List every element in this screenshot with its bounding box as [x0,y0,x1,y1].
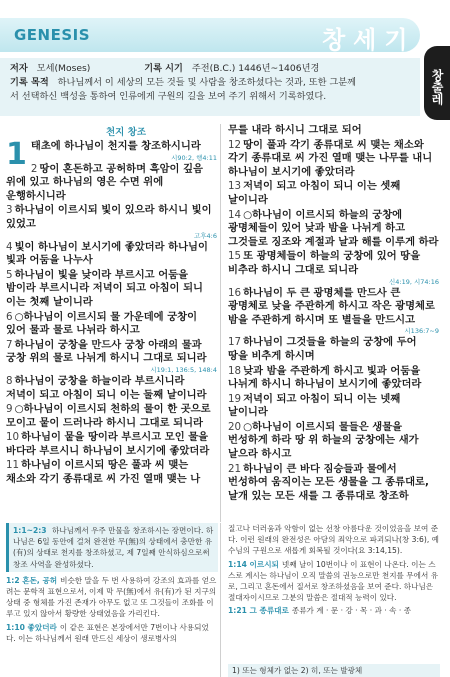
verse-number: 4 [6,240,13,253]
verse [6,269,217,310]
notes-divider [220,523,221,677]
verse-text: 땅이 풀과 각기 종류대로 씨 맺는 채소와 각기 종류대로 씨 가진 열매 맺는 나무를 내니 하나님이 보시기에 좋았더라 [228,138,433,178]
verse-number: 9 [6,403,13,416]
commentary-left [6,523,218,677]
commentary-note [6,575,218,620]
verse-number: 5 [6,268,13,281]
book-title-korean: 창세기 [322,26,416,54]
verse-text: 하나님이 두 큰 광명체를 만드사 큰 광명체로 낮을 주관하게 하시고 작은 광명체로 밤을 주관하게 하시며 또 별들을 만드시고 [228,286,435,326]
verse-text: ○하나님이 이르시되 천하의 물이 한 곳으로 모이고 뭍이 드러나라 하시니 그대로 되니라 [6,403,211,429]
verse-number: 18 [228,364,242,377]
verse-number: 20 [228,420,242,433]
note-text: 비슷한 말을 두 번 사용하여 강조의 효과를 얻으려는 문학적 표현으로서, 이제 막 무(無)에서 유(有)가 된 지구의 상태 중 형체를 가진 존재가 아무도 없고 또 그것들이 조화를 이루고 있지 않아서 황량한 상태였음을 가리킨다. [6,575,217,619]
note-text: 하나님께서 우주 만물을 창조하시는 장면이다. 하나님은 6일 동안에 걸쳐 완전한 무(無)의 상태에서 충만한 유(有)의 상태로 천지를 창조하셨고, 제 7일째 안식하심으로써 창조 사역을 완성하셨다. [13,526,214,569]
verse [6,339,217,374]
note-reference: 1:2 혼돈, 공허 [6,575,58,585]
verse [6,375,217,402]
book-index-tab[interactable]: 창출레 [424,46,450,120]
verse-text: 땅이 혼돈하고 공허하며 흑암이 깊음 위에 있고 하나님의 영은 수면 위에 운행하시니라 [6,162,203,202]
commentary-highlight-box [6,523,218,572]
verse-number: 13 [228,180,242,193]
verse [6,431,217,458]
verse-text: 낮과 밤을 주관하게 하시고 빛과 어둠을 나뉘게 하시니 하나님이 보시기에 좋았더라 [228,364,422,391]
cross-reference[interactable]: 시136:7~9 [404,327,439,336]
book-title-english: GENESIS [14,26,91,44]
purpose-line-2: 서 선택하신 백성을 통하여 인류에게 구원의 길을 보여 주기 위해서 기록하였다. [10,91,327,102]
verse [228,250,439,285]
note-reference: 1:21 그 종류대로 [228,606,289,616]
verse-number: 2 [30,162,38,175]
commentary-note [228,605,440,616]
verse [6,403,217,430]
date-value: 주전(B.C.) 1446년~1406년경 [191,63,320,74]
verse-number: 12 [228,138,242,151]
date-label: 기록 시기 [144,63,183,74]
verse [228,180,439,207]
verse-number: 10 [6,431,20,444]
verse [6,163,217,204]
verse-text: 저녁이 되고 아침이 되니 이는 셋째 날이니라 [228,180,401,206]
verse-list-right [228,124,439,503]
verse-number: 16 [228,286,242,299]
verse [228,365,439,392]
book-intro [0,58,420,116]
cross-reference[interactable]: 시90:2, 행4:11 [171,153,217,162]
verse-number: 15 [228,250,242,263]
verse [228,393,439,420]
note-text: 넷째 날이 10번이나 이 표현이 나온다. 이는 스스로 계시는 하나님이 오직 말씀의 권능으로만 천지를 무에서 유로, 그리고 혼돈에서 질서로 창조하셨음을 보여 준다. 하나님은 절대자이시므로 그분의 말씀은 절대적 능력이 있다. [228,559,439,603]
note-text: 이 같은 표현은 본장에서만 7번이나 사용되었다. 이는 하나님께서 원래 만드신 세상이 생로병사의 [6,622,209,643]
verse-text: 하나님이 이르시되 땅은 풀과 씨 맺는 채소와 각기 종류대로 씨 가진 열매 맺는 나 [6,459,201,486]
verse-text: 저녁이 되고 아침이 되니 이는 넷째 날이니라 [228,392,401,419]
verse-text: 또 광명체들이 하늘의 궁창에 있어 땅을 비추라 하시니 그대로 되니라 [228,250,421,276]
purpose-line-1: 하나님께서 이 세상의 모든 것들 및 사람을 창조하셨다는 것과, 또한 그분께 [57,77,357,88]
section-heading: 천지 창조 [105,127,146,138]
note-text: 질고나 더러움과 악함이 없는 선창 아름다운 것이었음을 보여 준다. 이런 원래의 완전성은 아담의 죄악으로 파괴되나(창 3:6), 예수님의 구원으로 새롭게 회복될 것이다(요 3:14,15). [228,524,440,556]
verse [228,463,439,504]
commentary-note [6,622,218,644]
verse [6,311,217,338]
commentary-note [228,559,440,604]
intro-row-purpose-2 [10,90,410,104]
verse-text: 하나님이 그것들을 하늘의 궁창에 두어 땅을 비추게 하시며 [228,336,417,362]
note-reference: 1:14 이르시되 [228,559,279,569]
footnote: 1) 또는 형체가 없는 2) 히, 또는 발광체 [228,664,440,677]
commentary-right [228,523,440,677]
note-reference: 1:10 좋았더라 [6,622,57,632]
verse-text: 하나님이 궁창을 만드사 궁창 아래의 물과 궁창 위의 물로 나뉘게 하시니 그대로 되니라 [6,338,207,365]
verse-text: 하나님이 궁창을 하늘이라 부르시니라 저녁이 되고 아침이 되니 이는 둘째 날이니라 [6,374,207,401]
verse-number: 7 [6,338,13,351]
verse-number: 14 [228,208,242,221]
verse-text: 빛이 하나님이 보시기에 좋았더라 하나님이 빛과 어둠을 나누사 [6,240,208,267]
note-text: 종류가 계 · 문 · 강 · 목 · 과 · 속 · 종 [291,606,412,616]
verse-number: 3 [6,204,13,217]
verse [228,139,439,180]
verse [228,421,439,462]
commentary-note [228,523,440,557]
verse [228,124,439,138]
verse [6,241,217,268]
verse [6,459,217,486]
verse [228,336,439,363]
verse [228,287,439,336]
verse-number: 21 [228,462,242,475]
scripture-column-right [228,124,439,522]
verse [6,204,217,239]
cross-reference[interactable]: 신4:19, 시74:16 [388,277,439,286]
intro-row-author [10,62,410,76]
verse-number: 6 [6,310,13,323]
verse-number: 11 [6,459,20,472]
verse [6,137,217,172]
verse-text: 하나님이 큰 바다 짐승들과 물에서 번성하여 움직이는 모든 생물을 그 종류대로, 날개 있는 모든 새를 그 종류대로 창조하 [228,462,429,502]
verse-text: 하나님이 뭍을 땅이라 부르시고 모인 물을 바다라 부르시니 하나님이 보시기에 좋았더라 [6,431,210,457]
chapter-number: 1 [6,137,27,172]
verse-number: 8 [6,374,13,387]
verse-text: ○하나님이 이르시되 물들은 생물을 번성하게 하라 땅 위 하늘의 궁창에는 새가 날으라 하시고 [228,420,419,461]
verse-text: 하나님이 이르시되 빛이 있으라 하시니 빛이 있었고 [6,204,212,230]
verse-list-left [6,137,217,487]
verse-text: 무를 내라 하시니 그대로 되어 [228,124,362,136]
cross-reference[interactable]: 고후4:6 [193,231,217,240]
note-reference: 1:1~2:3 [13,526,47,535]
author-value: 모세(Moses) [36,63,91,74]
note-list-right [228,523,440,617]
note-list-left [6,575,218,644]
purpose-label: 기록 목적 [10,77,49,88]
verse-text: 하나님이 빛을 낮이라 부르시고 어둠을 밤이라 부르시니라 저녁이 되고 아침이 되니 이는 첫째 날이니라 [6,268,203,308]
verse-number: 19 [228,392,242,405]
verse-text: ○하나님이 이르시되 하늘의 궁창에 광명체들이 있어 낮과 밤을 나뉘게 하고 그것들로 징조와 계절과 날과 해를 이루게 하라 [228,208,439,248]
intro-row-purpose [10,76,410,90]
cross-reference[interactable]: 시19:1, 136:5, 148:4 [150,365,217,374]
verse [228,209,439,250]
verse-number: 17 [228,336,242,349]
author-label: 저자 [10,63,28,74]
verse-text: ○하나님이 이르시되 물 가운데에 궁창이 있어 물과 물로 나뉘라 하시고 [6,310,198,337]
scripture-column-left [6,124,217,522]
column-divider [220,124,221,522]
verse-text: 태초에 하나님이 천지를 창조하시니라 [30,140,201,152]
